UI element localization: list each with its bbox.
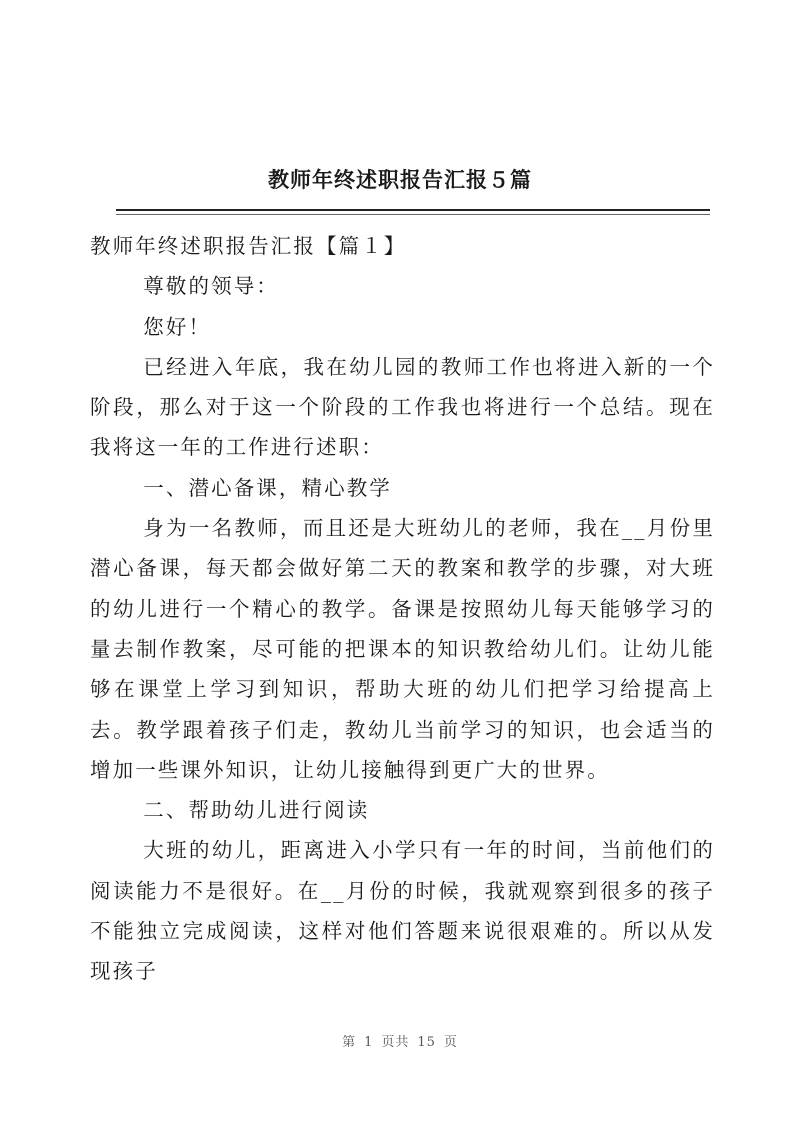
footer-prefix: 第 bbox=[342, 1035, 357, 1050]
footer-middle: 页共 bbox=[381, 1035, 410, 1050]
page-footer bbox=[0, 1031, 800, 1050]
subheading-reading: 二、帮助幼儿进行阅读 bbox=[143, 798, 370, 823]
paragraph-intro: 已经进入年底，我在幼儿园的教师工作也将进入新的一个阶段，那么对于这一个阶段的工作我也将进行一个总结。现在我将这一年的工作进行述职： bbox=[90, 354, 715, 460]
greeting: 您好！ bbox=[143, 314, 212, 339]
footer-total-pages: 15 bbox=[417, 1035, 436, 1050]
document-body bbox=[90, 226, 715, 992]
salutation: 尊敬的领导： bbox=[143, 274, 279, 299]
title-divider-thick bbox=[116, 209, 710, 211]
footer-suffix: 页 bbox=[443, 1035, 458, 1050]
document-title: 教师年终述职报告汇报５篇 bbox=[268, 168, 532, 192]
subheading-lesson-prep: 一、潜心备课，精心教学 bbox=[143, 475, 392, 500]
paragraph-lesson-prep: 身为一名教师，而且还是大班幼儿的老师，我在__月份里潜心备课，每天都会做好第二天的教案和教学的步骤，对大班的幼儿进行一个精心的教学。备课是按照幼儿每天能够学习的量去制作教案，尽可能的把课本的知识教给幼儿们。让幼儿能够在课堂上学习到知识，帮助大班的幼儿们把学习给提高上去。教学跟着孩子们走，教幼儿当前学习的知识，也会适当的增加一些课外知识，让幼儿接触得到更广大的世界。 bbox=[90, 516, 715, 782]
section-heading: 教师年终述职报告汇报【篇１】 bbox=[90, 234, 407, 258]
paragraph-reading: 大班的幼儿，距离进入小学只有一年的时间，当前他们的阅读能力不是很好。在__月份的时候，我就观察到很多的孩子不能独立完成阅读，这样对他们答题来说很艰难的。所以从发现孩子 bbox=[90, 838, 715, 984]
title-divider-thin bbox=[116, 214, 710, 215]
footer-page-number: 1 bbox=[364, 1035, 374, 1050]
